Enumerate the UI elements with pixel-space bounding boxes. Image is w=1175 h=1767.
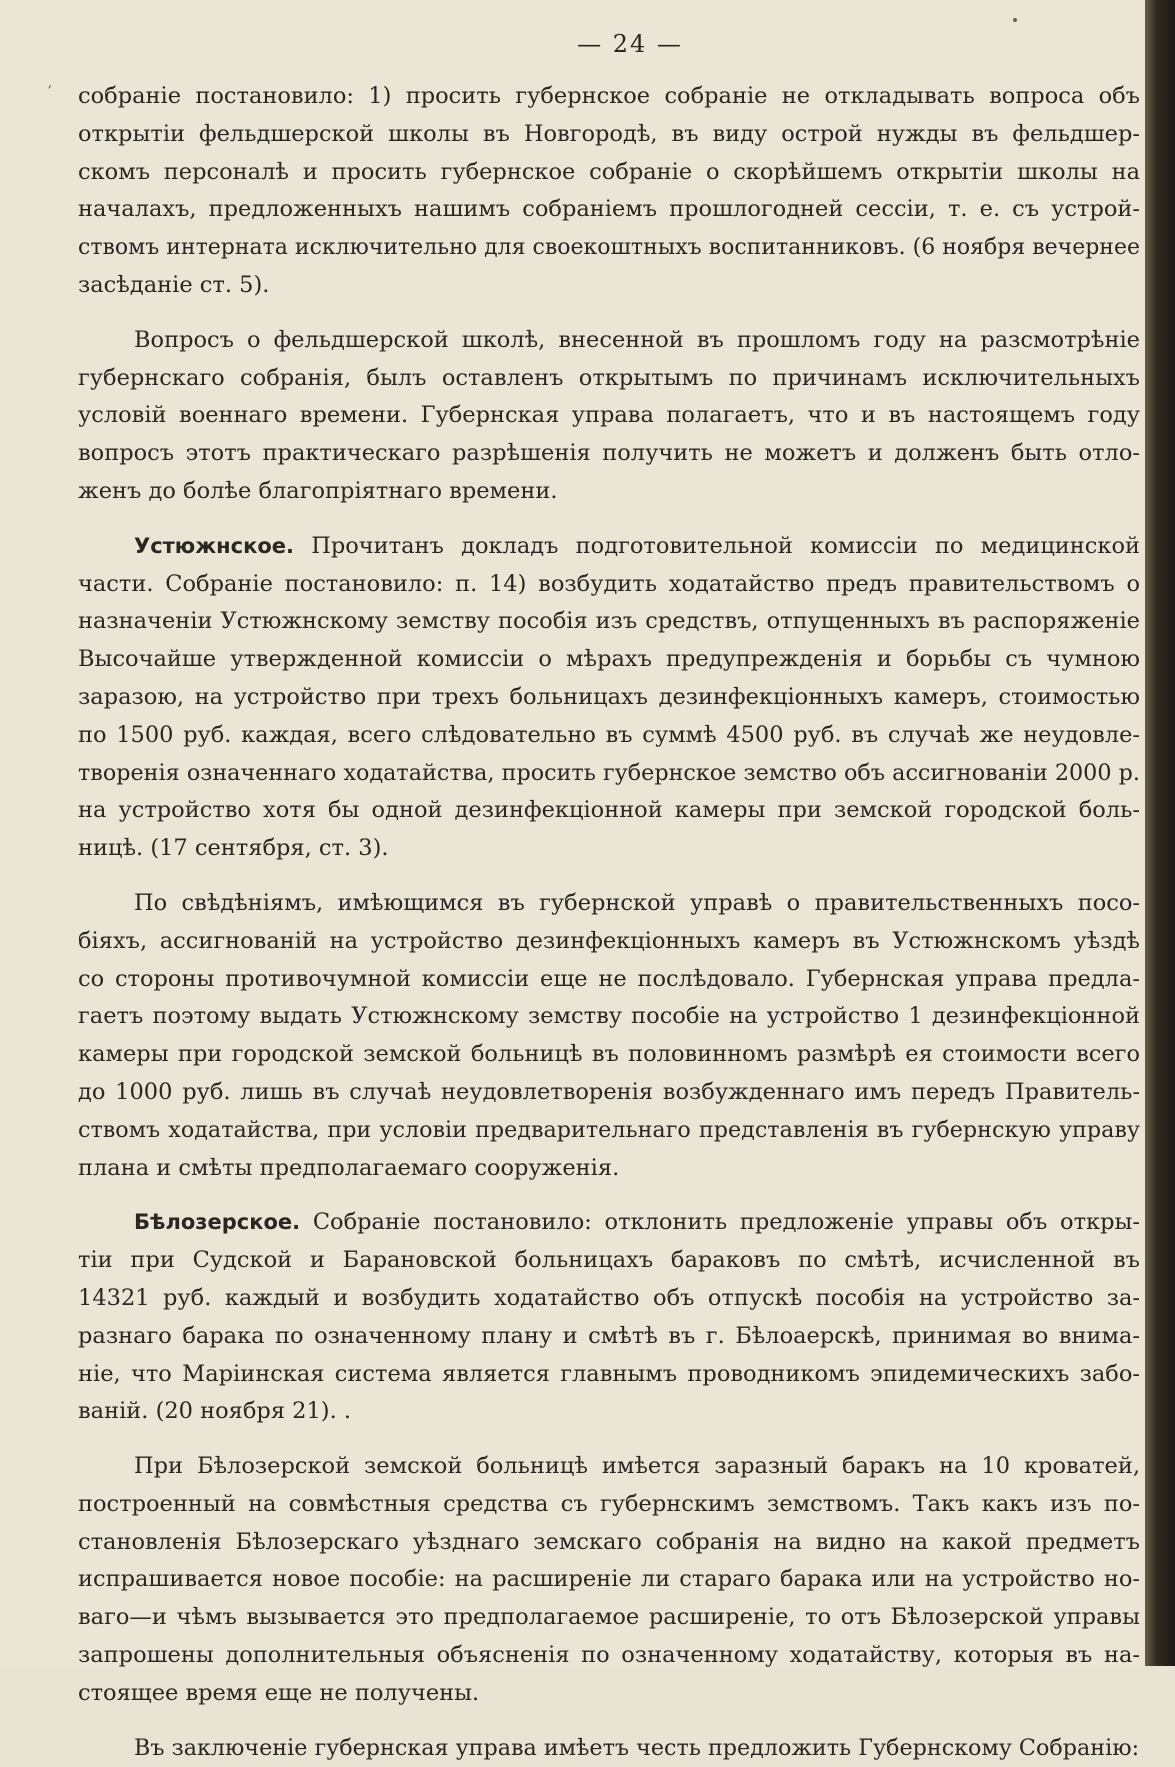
paragraph <box>78 528 1140 868</box>
paragraph <box>78 1730 1140 1767</box>
text-line: Бѣлозерское. Собраніе постановило: отклонить предложеніе управы объ откры- <box>134 1209 1140 1236</box>
text-line: губернскаго собранія, былъ оставленъ открытымъ по причинамъ исключительныхъ <box>78 364 1140 391</box>
text-line: заразою, на устройство при трехъ больницахъ дезинфекціонныхъ камеръ, стоимостью <box>78 683 1140 710</box>
text-line: Вопросъ о фельдшерской школѣ, внесенной въ прошломъ году на разсмотрѣніе <box>134 326 1140 353</box>
text-line: началахъ, предложенныхъ нашимъ собраніемъ прошлогодней сессіи, т. е. съ устрой- <box>78 196 1140 223</box>
text-line: 14321 руб. каждый и возбудить ходатайство объ отпускѣ пособія на устройство за- <box>78 1284 1140 1311</box>
text-line: По свѣдѣніямъ, имѣющимся въ губернской управѣ о правительственныхъ посо- <box>134 889 1140 916</box>
text-line: становленія Бѣлозерскаго уѣзднаго земскаго собранія на видно на какой предметъ <box>78 1528 1140 1555</box>
text-line: разнаго барака по означенному плану и смѣтѣ въ г. Бѣлоаерскѣ, принимая во внима- <box>78 1322 1140 1349</box>
text-line: скомъ персоналѣ и просить губернское собраніе о скорѣйшемъ открытіи школы на <box>78 158 1140 185</box>
text-line: тіи при Судской и Барановской больницахъ бараковъ по смѣтѣ, исчисленной въ <box>78 1247 1140 1274</box>
text-line: женъ до болѣе благопріятнаго времени. <box>78 477 558 504</box>
text-line: біяхъ, ассигнованій на устройство дезинфекціонныхъ камеръ въ Устюжнскомъ уѣздѣ <box>78 927 1140 954</box>
margin-mark: ′ <box>48 82 52 101</box>
paragraph <box>78 78 1140 305</box>
section-heading: Бѣлозерское. <box>134 1210 301 1235</box>
text-line: ствомъ интерната исключительно для своекоштныхъ воспитанниковъ. (6 ноября вечернее <box>78 235 1140 261</box>
text-line: Устюжнское. Прочитанъ докладъ подготовительной комиссіи по медицинской <box>134 532 1140 559</box>
text-line: испрашивается новое пособіе: на расширеніе ли стараго барака или на устройство но- <box>78 1566 1140 1593</box>
section-heading: Устюжнское. <box>134 533 294 558</box>
document-body <box>78 78 1140 1767</box>
text-line: Въ заключеніе губернская управа имѣетъ честь предложить Губернскому Собранію: <box>134 1734 1140 1761</box>
text-line: со стороны противочумной комиссіи еще не послѣдовало. Губернская управа предла- <box>78 965 1140 992</box>
text-line: При Бѣлозерской земской больницѣ имѣется заразный баракъ на 10 кроватей, <box>134 1453 1140 1480</box>
paragraph <box>78 1204 1140 1431</box>
text-line: до 1000 руб. лишь въ случаѣ неудовлетворенія возбужденнаго имъ передъ Правитель- <box>78 1078 1140 1105</box>
text-line: засѣданіе ст. 5). <box>78 271 270 298</box>
ink-speck <box>1013 18 1017 22</box>
text-line: ваній. (20 ноября 21). . <box>78 1398 352 1425</box>
text-line: гаетъ поэтому выдать Устюжнскому земству пособіе на устройство 1 дезинфекціонной <box>78 1003 1140 1030</box>
text-line: условій военнаго времени. Губернская управа полагаетъ, что и въ настоящемъ году <box>78 402 1140 429</box>
text-line: собраніе постановило: 1) просить губернское собраніе не откладывать вопроса объ <box>78 83 1140 109</box>
text-line: построенный на совмѣстныя средства съ губернскимъ земствомъ. Такъ какъ изъ по- <box>78 1490 1140 1517</box>
text-line: стоящее время еще не получены. <box>78 1679 480 1706</box>
text-line: ствомъ ходатайства, при условіи предварительнаго представленія въ губернскую управу <box>78 1116 1140 1143</box>
text-line: плана и смѣты предполагаемаго сооруженія. <box>78 1154 620 1181</box>
text-line: по 1500 руб. каждая, всего слѣдовательно въ суммѣ 4500 руб. въ случаѣ же неудовле- <box>78 721 1140 748</box>
text-line: ницѣ. (17 сентября, ст. 3). <box>78 835 389 862</box>
text-line: назначеніи Устюжнскому земству пособія изъ средствъ, отпущенныхъ въ распоряженіе <box>78 608 1140 635</box>
paragraph <box>78 1448 1140 1713</box>
text-line: ваго—и чѣмъ вызывается это предполагаемое расширеніе, то отъ Бѣлозерской управы <box>78 1604 1140 1631</box>
text-line: части. Собраніе постановило: п. 14) возбудить ходатайство предъ правительствомъ о <box>78 570 1140 597</box>
text-line: Высочайше утвержденной комиссіи о мѣрахъ предупрежденія и борьбы съ чумною <box>78 646 1140 673</box>
text-line: ніе, что Маріинская система является главнымъ проводникомъ эпидемическихъ забо- <box>78 1360 1140 1387</box>
text-line: запрошены дополнительныя объясненія по означенному ходатайству, которыя въ на- <box>78 1642 1140 1669</box>
text-line: открытіи фельдшерской школы въ Новгородѣ, въ виду острой нужды въ фельдшер- <box>78 120 1140 147</box>
page-number: — 24 — <box>577 30 683 58</box>
paragraph <box>78 322 1140 511</box>
text-line: камеры при городской земской больницѣ въ половинномъ размѣрѣ ея стоимости всего <box>78 1041 1140 1068</box>
text-line: вопросъ этотъ практическаго разрѣшенія получить не можетъ и долженъ быть отло- <box>78 440 1140 467</box>
text-line: на устройство хотя бы одной дезинфекціонной камеры при земской городской боль- <box>78 797 1140 824</box>
book-binding-edge <box>1145 0 1175 1666</box>
text-line: творенія означеннаго ходатайства, просить губернское земство объ ассигнованіи 2000 р. <box>78 759 1140 786</box>
paragraph <box>78 885 1140 1187</box>
